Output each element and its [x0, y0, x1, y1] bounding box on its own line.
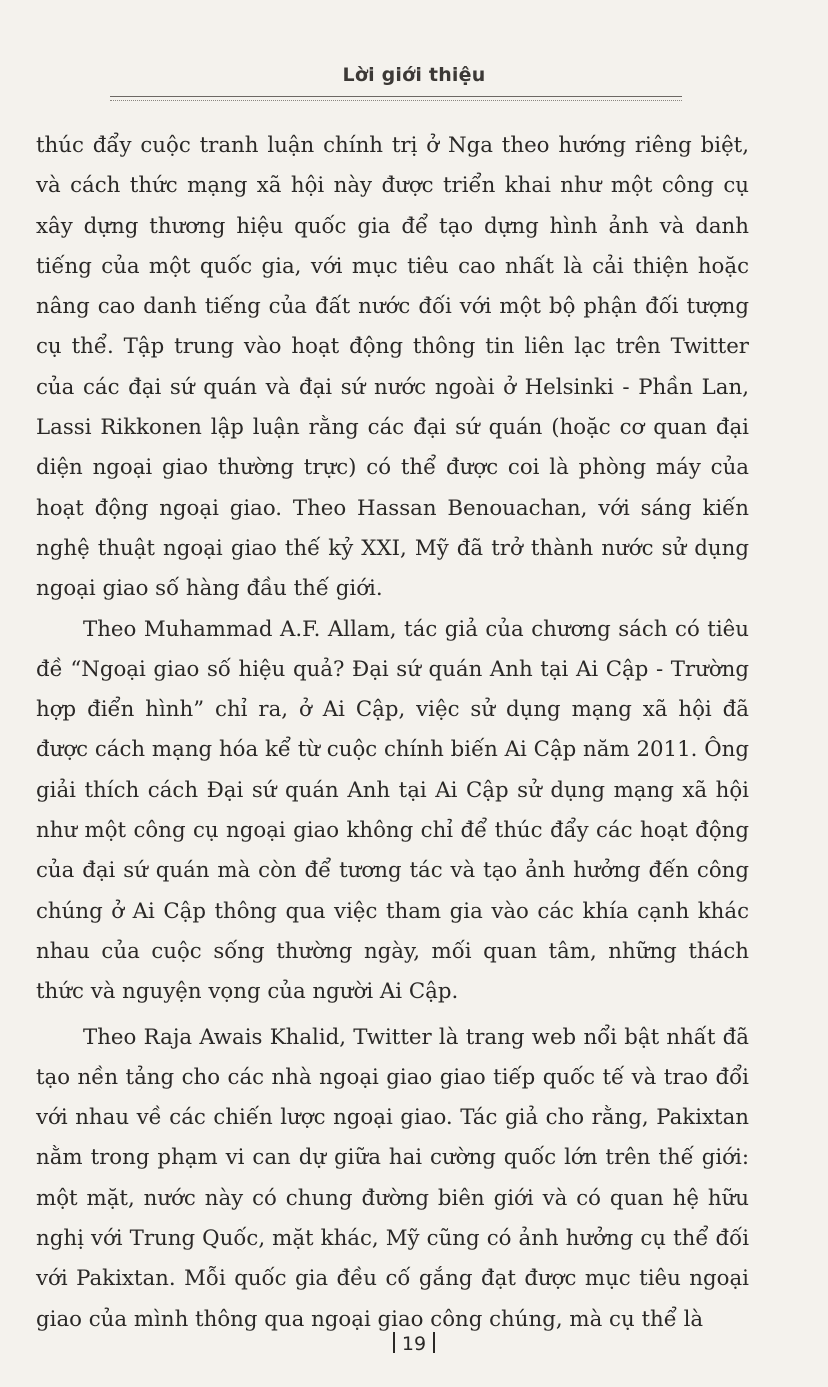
header-dotted-rule: [110, 100, 682, 101]
folio-left-bar: [393, 1332, 395, 1353]
folio-right-bar: [433, 1332, 435, 1353]
paragraph-allam: Theo Muhammad A.F. Allam, tác giả của chương sách có tiêu đề “Ngoại giao số hiệu quả? Đại sứ quán Anh tại Ai Cập - Trường hợp điển hình” chỉ ra, ở Ai Cập, việc sử dụng mạng xã hội đã được cách mạng hóa kể từ cuộc chính biến Ai Cập năm 2011. Ông giải thích cách Đại sứ quán Anh tại Ai Cập sử dụng mạng xã hội như một công cụ ngoại giao không chỉ để thúc đẩy các hoạt động của đại sứ quán mà còn để tương tác và tạo ảnh hưởng đến công chúng ở Ai Cập thông qua việc tham gia vào các khía cạnh khác nhau của cuộc sống thường ngày, mối quan tâm, những thách thức và nguyện vọng của người Ai Cập.: [36, 616, 749, 1005]
page-number: 19: [401, 1333, 427, 1355]
paragraph-khalid: Theo Raja Awais Khalid, Twitter là trang web nổi bật nhất đã tạo nền tảng cho các nhà ngoại giao giao tiếp quốc tế và trao đổi với nhau về các chiến lược ngoại giao. Tác giả cho rằng, Pakixtan nằm trong phạm vi can dự giữa hai cường quốc lớn trên thế giới: một mặt, nước này có chung đường biên giới và có quan hệ hữu nghị với Trung Quốc, mặt khác, Mỹ cũng có ảnh hưởng cụ thể đối với Pakixtan. Mỗi quốc gia đều cố gắng đạt được mục tiêu ngoại giao của mình thông qua ngoại giao công chúng, mà cụ thể là: [36, 1024, 749, 1332]
header-rule: [110, 96, 682, 97]
paragraph-continued: thúc đẩy cuộc tranh luận chính trị ở Nga theo hướng riêng biệt, và cách thức mạng xã hội này được triển khai như một công cụ xây dựng thương hiệu quốc gia để tạo dựng hình ảnh và danh tiếng của một quốc gia, với mục tiêu cao nhất là cải thiện hoặc nâng cao danh tiếng của đất nước đối với một bộ phận đối tượng cụ thể. Tập trung vào hoạt động thông tin liên lạc trên Twitter của các đại sứ quán và đại sứ nước ngoài ở Helsinki - Phần Lan, Lassi Rikkonen lập luận rằng các đại sứ quán (hoặc cơ quan đại diện ngoại giao thường trực) có thể được coi là phòng máy của hoạt động ngoại giao. Theo Hassan Benouachan, với sáng kiến nghệ thuật ngoại giao thế kỷ XXI, Mỹ đã trở thành nước sử dụng ngoại giao số hàng đầu thế giới.: [36, 133, 749, 602]
body-text: [36, 126, 749, 1340]
page-number-footer: [0, 1332, 828, 1355]
running-head-title: Lời giới thiệu: [342, 64, 486, 86]
